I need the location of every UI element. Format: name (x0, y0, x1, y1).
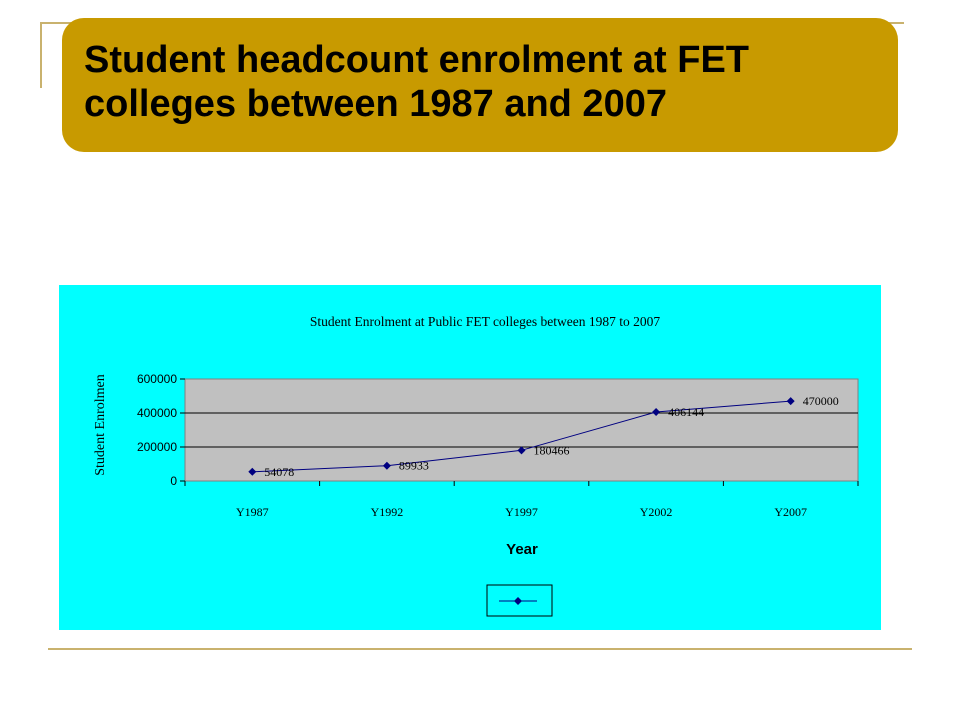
x-tick-label: Y1992 (370, 505, 404, 519)
slide-title: Student headcount enrolment at FET colleges between 1987 and 2007 (84, 39, 750, 125)
chart-title: Student Enrolment at Public FET colleges between 1987 to 2007 (309, 314, 661, 329)
y-tick-label: 400000 (136, 406, 177, 420)
data-label: 470000 (802, 394, 839, 409)
x-axis-label: Year (506, 541, 538, 558)
data-label: 180466 (533, 443, 570, 458)
x-tick-label: Y2002 (639, 505, 673, 519)
legend (487, 585, 552, 616)
y-tick-label: 0 (170, 474, 177, 488)
data-label: 406144 (668, 404, 705, 419)
left-decor-line (40, 22, 42, 88)
chart-panel (59, 285, 881, 630)
y-axis-label: Student Enrolmen (93, 374, 108, 476)
x-tick-label: Y1987 (235, 505, 269, 519)
line-chart (59, 285, 881, 630)
data-label: 54078 (264, 464, 295, 479)
y-tick-label: 600000 (136, 372, 177, 386)
slide-title-box (62, 18, 898, 152)
bottom-decor-line (48, 648, 912, 650)
y-axis-ticks (137, 372, 185, 488)
y-tick-label: 200000 (136, 440, 177, 454)
x-tick-label: Y1997 (505, 505, 538, 519)
x-axis-ticks (185, 481, 858, 519)
x-tick-label: Y2007 (774, 505, 808, 519)
data-label: 89933 (398, 458, 429, 473)
